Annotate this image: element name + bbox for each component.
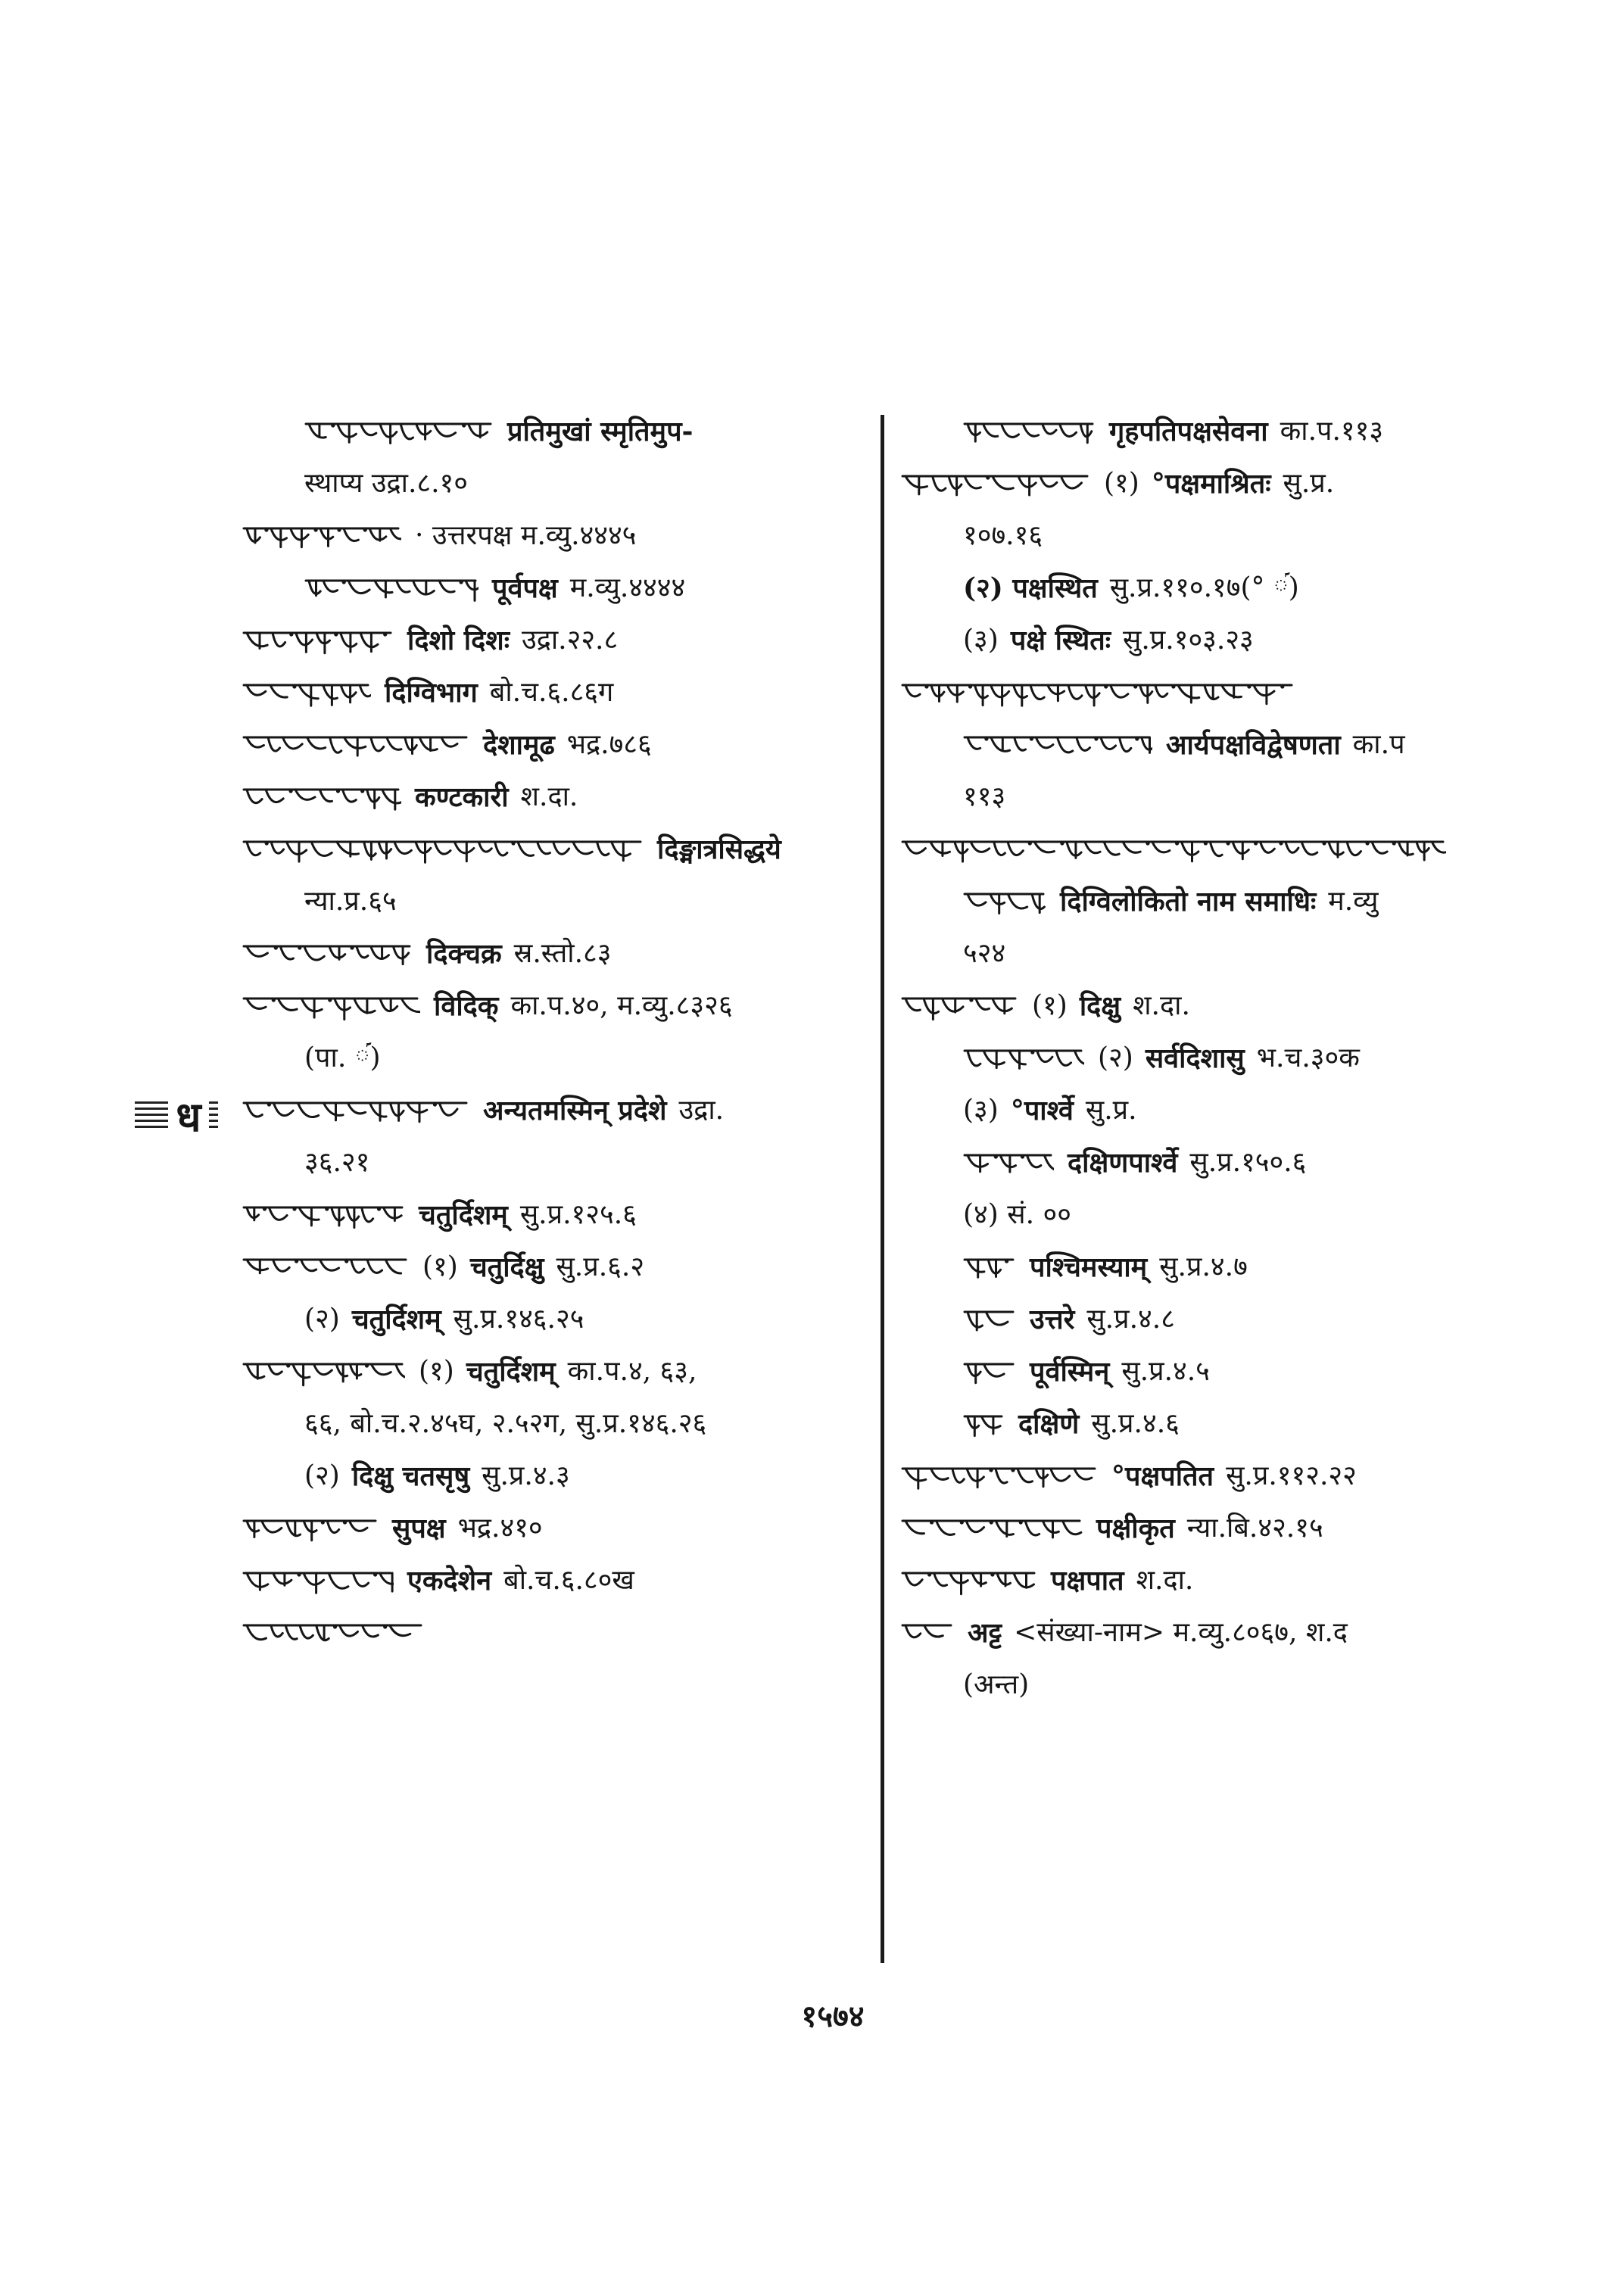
reference-text: म.व्यु.४४४४ <box>569 572 686 603</box>
tibetan-headword-image <box>242 833 644 866</box>
entry-line <box>901 1189 1476 1241</box>
tibetan-headword-image <box>242 676 371 709</box>
reference-text: ६६, बो.च.२.४५घ, २.५२ग, सु.प्र.१४६.२६ <box>304 1407 707 1439</box>
reference-text: (१) <box>422 1251 458 1282</box>
reference-text: सु.प्र.१४६.२५ <box>453 1303 584 1335</box>
entry-line <box>901 718 1476 771</box>
tibetan-headword-image <box>963 415 1096 448</box>
page-number: १५७४ <box>801 1999 865 2034</box>
entry-line <box>242 405 871 457</box>
tibetan-headword-image <box>242 519 401 553</box>
sanskrit-equivalent: दिक्षु <box>1079 989 1121 1022</box>
entry-line <box>901 771 1476 823</box>
entry-line <box>901 1345 1476 1397</box>
entry-line <box>901 1241 1476 1293</box>
entry-line <box>242 562 871 614</box>
sanskrit-equivalent: दिक्चक्र <box>426 937 502 970</box>
sanskrit-equivalent: चतुर्दिक्षु <box>469 1251 544 1283</box>
reference-text: (३) <box>963 1094 999 1126</box>
sanskrit-equivalent: दिग्विलोकितो नाम समाधिः <box>1060 885 1317 918</box>
reference-text: भद्र.७८६ <box>566 728 652 760</box>
tibetan-headword-image <box>963 1407 1005 1441</box>
thumb-index-letter: ध <box>168 1095 209 1138</box>
tibetan-headword-image <box>901 676 1295 709</box>
tibetan-headword-image <box>901 1616 954 1650</box>
entry-line <box>901 980 1476 1032</box>
tibetan-headword-image <box>242 1094 469 1127</box>
tibetan-headword-image <box>242 1564 394 1597</box>
sanskrit-equivalent: दिक्षु चतसृषु <box>351 1460 470 1492</box>
entry-line <box>242 1032 871 1084</box>
entry-line <box>901 1136 1476 1189</box>
sanskrit-equivalent: उत्तरे <box>1030 1303 1075 1335</box>
reference-text: का.प.४, ६३, <box>567 1355 697 1387</box>
reference-text: का.प.४०, म.व्यु.८३२६ <box>510 989 733 1021</box>
sanskrit-equivalent: कण्टकारी <box>415 780 509 813</box>
entry-line <box>242 980 871 1032</box>
sanskrit-equivalent: चतुर्दिशम् <box>466 1355 556 1388</box>
tibetan-headword-image <box>963 885 1046 918</box>
entry-line <box>901 927 1476 980</box>
reference-text: का.प <box>1352 728 1405 760</box>
entry-line <box>242 1450 871 1502</box>
reference-text: भ.च.३०क <box>1256 1042 1360 1073</box>
reference-text: सु.प्र.१५०.६ <box>1189 1146 1307 1178</box>
sanskrit-equivalent: चतुर्दिशम् <box>419 1198 508 1231</box>
entry-line <box>901 405 1476 457</box>
tibetan-headword-image <box>242 1198 405 1232</box>
tibetan-headword-image <box>963 1303 1016 1336</box>
reference-text: का.प.११३ <box>1280 415 1384 447</box>
sanskrit-equivalent: आर्यपक्षविद्वेषणता <box>1166 728 1341 761</box>
reference-text: बो.च.६.८०ख <box>503 1564 634 1596</box>
reference-text: न्या.बि.४२.१५ <box>1186 1512 1323 1544</box>
sanskrit-equivalent: पक्षपात <box>1051 1564 1124 1597</box>
reference-text: (पा. ༹) <box>304 1042 381 1073</box>
column-divider <box>881 415 884 1963</box>
right-column <box>901 405 1476 1711</box>
sanskrit-equivalent: सुपक्ष <box>392 1512 446 1544</box>
reference-text: सु.प्र.११२.२२ <box>1226 1460 1357 1491</box>
entry-line <box>242 457 871 509</box>
entry-line <box>242 771 871 823</box>
sanskrit-equivalent: एकदेशेन <box>407 1564 492 1597</box>
reference-text: सु.प्र. <box>1283 467 1335 499</box>
sanskrit-equivalent: °पक्षपतित <box>1111 1460 1214 1492</box>
reference-text: सु.प्र.११०.१७(° ༹) <box>1109 572 1299 603</box>
tibetan-headword-image <box>242 1355 405 1388</box>
reference-text: स्र.स्तो.८३ <box>513 937 612 969</box>
reference-text: उद्रा.२२.८ <box>521 624 619 656</box>
reference-text: सु.प्र. <box>1085 1094 1137 1126</box>
entry-line <box>242 509 871 562</box>
reference-text: · उत्तरपक्ष म.व्यु.४४४५ <box>415 519 637 551</box>
reference-text: सु.प्र.४.८ <box>1086 1303 1175 1335</box>
reference-text: सु.प्र.१०३.२३ <box>1123 624 1254 656</box>
entry-line <box>242 1241 871 1293</box>
sanskrit-equivalent: अन्यतमस्मिन् प्रदेशे <box>483 1094 667 1126</box>
entry-line <box>901 1554 1476 1606</box>
entry-line <box>242 666 871 718</box>
sanskrit-equivalent: दिशो दिशः <box>407 624 510 656</box>
entry-line <box>242 1293 871 1345</box>
sanskrit-equivalent: विदिक् <box>434 989 499 1022</box>
tibetan-headword-image <box>963 1251 1016 1284</box>
entry-line <box>901 1084 1476 1136</box>
left-column <box>242 405 871 1659</box>
reference-text: (१) <box>1104 467 1139 499</box>
reference-text: ५२४ <box>963 937 1006 969</box>
tibetan-headword-image <box>304 415 494 448</box>
sanskrit-equivalent: पक्षीकृत <box>1096 1512 1175 1544</box>
tibetan-headword-image <box>242 624 394 657</box>
entry-line <box>242 718 871 771</box>
entry-line <box>901 1032 1476 1084</box>
reference-text: <संख्या-नाम> म.व्यु.८०६७, श.द <box>1014 1616 1348 1648</box>
reference-text: (४) सं. ०० <box>963 1198 1071 1230</box>
tibetan-headword-image <box>242 937 413 970</box>
entry-line <box>901 614 1476 666</box>
reference-text: स्थाप्य उद्रा.८.१० <box>304 467 468 499</box>
entry-line <box>242 1554 871 1606</box>
reference-text: (१) <box>419 1355 454 1387</box>
tibetan-headword-image <box>963 1042 1084 1075</box>
entry-line <box>242 1606 871 1659</box>
reference-text: श.दा. <box>1136 1564 1194 1596</box>
entry-line <box>901 509 1476 562</box>
reference-text: ११३ <box>963 780 1006 812</box>
tibetan-headword-image <box>242 728 469 762</box>
entry-line <box>901 1659 1476 1711</box>
reference-text: बो.च.६.८६ग <box>489 676 614 708</box>
tibetan-headword-image <box>901 1460 1098 1493</box>
reference-text: श.दा. <box>1133 989 1190 1021</box>
sanskrit-equivalent: दिग्विभाग <box>385 676 478 709</box>
sanskrit-equivalent: दिङ्मात्रसिद्धये <box>657 833 781 865</box>
reference-text: (१) <box>1032 989 1068 1021</box>
reference-text: (२) <box>1098 1042 1133 1073</box>
entry-line <box>242 1136 871 1189</box>
sanskrit-equivalent: प्रतिमुखां स्मृतिमुप- <box>507 415 694 447</box>
sanskrit-equivalent: दक्षिणपार्श्वे <box>1068 1146 1178 1179</box>
tibetan-headword-image <box>963 1355 1016 1388</box>
reference-text: सु.प्र.१२५.६ <box>519 1198 637 1230</box>
reference-text: श.दा. <box>520 780 578 812</box>
entry-line <box>901 823 1476 875</box>
sanskrit-equivalent: (२) पक्षस्थित <box>963 572 1098 604</box>
entry-line <box>901 666 1476 718</box>
reference-text: भद्र.४१० <box>457 1512 543 1544</box>
sanskrit-equivalent: °पक्षमाश्रितः <box>1151 467 1271 500</box>
entry-line <box>901 1502 1476 1554</box>
entry-line <box>242 1084 871 1136</box>
entry-line <box>242 823 871 875</box>
reference-text: (२) <box>304 1460 340 1491</box>
reference-text: म.व्यु <box>1328 885 1379 917</box>
entry-line <box>242 927 871 980</box>
entry-line <box>901 562 1476 614</box>
sanskrit-equivalent: सर्वदिशासु <box>1145 1042 1245 1074</box>
reference-text: सु.प्र.४.५ <box>1121 1355 1210 1387</box>
reference-text: सु.प्र.४.७ <box>1159 1251 1248 1282</box>
entry-line <box>901 457 1476 509</box>
sanskrit-equivalent: पूर्वपक्ष <box>492 572 558 604</box>
reference-text: (अन्त) <box>963 1668 1030 1700</box>
tibetan-headword-image <box>304 572 478 605</box>
reference-text: (२) <box>304 1303 340 1335</box>
entry-line <box>901 1450 1476 1502</box>
tibetan-headword-image <box>963 728 1152 762</box>
reference-text: न्या.प्र.६५ <box>304 885 397 917</box>
tibetan-headword-image <box>901 1512 1083 1545</box>
tibetan-headword-image <box>901 833 1446 866</box>
reference-text: (३) <box>963 624 999 656</box>
sanskrit-equivalent: गृहपतिपक्षसेवना <box>1109 415 1268 447</box>
entry-line <box>242 1397 871 1450</box>
entry-line <box>242 1345 871 1397</box>
reference-text: १०७.१६ <box>963 519 1043 551</box>
tibetan-headword-image <box>242 989 420 1023</box>
entry-line <box>901 1397 1476 1450</box>
thumb-index-tab <box>135 1092 218 1141</box>
sanskrit-equivalent: पक्षे स्थितः <box>1010 624 1111 656</box>
reference-text: सु.प्र.६.२ <box>556 1251 645 1282</box>
tibetan-headword-image <box>901 467 1090 500</box>
tibetan-headword-image <box>242 1512 379 1545</box>
sanskrit-equivalent: पूर्वस्मिन् <box>1030 1355 1110 1388</box>
tibetan-headword-image <box>242 780 401 814</box>
reference-text: सु.प्र.४.३ <box>482 1460 570 1491</box>
sanskrit-equivalent: देशामूढ <box>483 728 555 761</box>
entry-line <box>242 875 871 927</box>
reference-text: ३६.२१ <box>304 1146 370 1178</box>
tibetan-headword-image <box>901 1564 1037 1597</box>
entry-line <box>901 1293 1476 1345</box>
reference-text: सु.प्र.४.६ <box>1091 1407 1180 1439</box>
sanskrit-equivalent: अट्ट <box>968 1616 1002 1649</box>
entry-line <box>242 1189 871 1241</box>
entry-line <box>901 875 1476 927</box>
tibetan-headword-image <box>242 1251 409 1284</box>
entry-line <box>242 614 871 666</box>
sanskrit-equivalent: पश्चिमस्याम् <box>1030 1251 1148 1283</box>
entry-line <box>901 1606 1476 1659</box>
sanskrit-equivalent: °पार्श्वे <box>1010 1094 1074 1126</box>
sanskrit-equivalent: दक्षिणे <box>1018 1407 1080 1440</box>
reference-text: उद्रा. <box>678 1094 725 1126</box>
entry-line <box>242 1502 871 1554</box>
tibetan-headword-image <box>963 1146 1054 1179</box>
tibetan-headword-image <box>242 1616 424 1650</box>
tibetan-headword-image <box>901 989 1018 1023</box>
sanskrit-equivalent: चतुर्दिशम् <box>351 1303 441 1335</box>
